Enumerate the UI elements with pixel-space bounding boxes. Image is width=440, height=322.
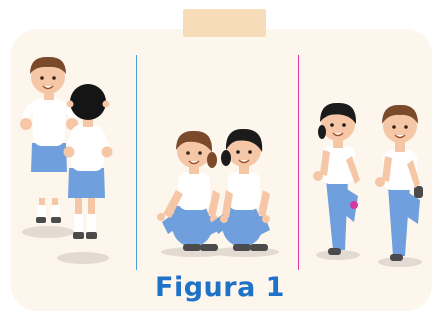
shadow	[22, 226, 74, 238]
panel-squatting	[157, 129, 279, 257]
boy-jumping-back	[64, 84, 113, 239]
paper-tape	[183, 9, 266, 37]
girl-squatting-right	[212, 129, 270, 251]
girl-stretching	[313, 103, 360, 255]
panel-leg-stretch	[313, 103, 423, 267]
panel-jumping	[20, 57, 113, 264]
boy-stretching	[375, 105, 423, 261]
shadow	[57, 252, 109, 264]
girl-squatting-left	[157, 131, 220, 251]
figure-caption: Figura 1	[155, 272, 285, 303]
